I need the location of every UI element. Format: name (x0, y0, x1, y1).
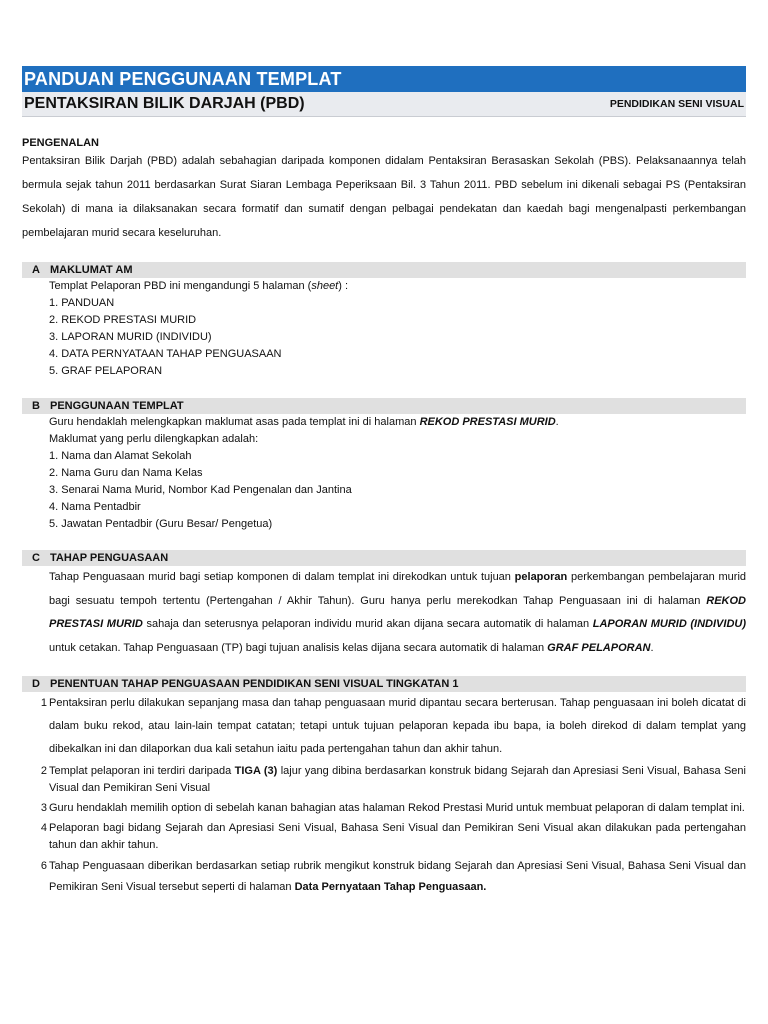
section-d-item: 6 Tahap Penguasaan diberikan berdasarkan setiap rubrik mengikut konstruk bidang Sejarah dan Apresiasi Seni Visual, Bahasa Seni Visual dan Pemikiran Seni Visual tersebut seperti di halaman Data Pernyataan Tahap Penguasaan. (22, 856, 746, 898)
section-d-item: 2 Templat pelaporan ini terdiri daripada TIGA (3) lajur yang dibina berdasarkan konstruk bidang Sejarah dan Apresiasi Seni Visual, Bahasa Seni Visual dan Pemikiran Seni Visual (22, 763, 746, 797)
section-a-item: 3. LAPORAN MURID (INDIVIDU) (49, 331, 212, 343)
section-d-item-text: Pelaporan bagi bidang Sejarah dan Apresiasi Seni Visual, Bahasa Seni Visual dan Pemikiran Seni Visual akan dilakukan pada pertengahan tahun dan akhir tahun. (49, 822, 746, 851)
section-b-item: 5. Jawatan Pentadbir (Guru Besar/ Pengetua) (49, 518, 273, 530)
section-b-item: 4. Nama Pentadbir (49, 501, 141, 513)
section-d-item-text: Guru hendaklah memilih option di sebelah kanan bahagian atas halaman Rekod Prestasi Murid untuk membuat pelaporan di dalam templat ini. (49, 802, 745, 814)
section-b-header (22, 398, 746, 414)
section-b-letter: B (32, 400, 40, 412)
section-a-item: 2. REKOD PRESTASI MURID (49, 314, 197, 326)
guide-title-banner (22, 66, 746, 92)
section-d-item-text: Pentaksiran perlu dilakukan sepanjang masa dan tahap penguasaan murid dipantau secara berterusan. Tahap penguasaan ini boleh dicatat di dalam buku rekod, atau lain-lain tempat catatan; tetapi untuk tujuan pelaporan kepada ibu bapa, ia boleh direkod di dalam templat yang dibekalkan ini dan dilaporkan dua kali setahun iaitu pada pertengahan tahun dan akhir tahun. (49, 697, 746, 755)
section-c-paragraph: Tahap Penguasaan murid bagi setiap komponen di dalam templat ini direkodkan untuk tujuan pelaporan perkembangan pembelajaran murid bagi sesuatu tempoh tertentu (Pertengahan / Akhir Tahun). Guru hanya perlu merekodkan Tahap Penguasaan ini di halaman REKOD PRESTASI MURID sahaja dan seterusnya pelaporan individu murid akan dijana secara automatik di halaman LAPORAN MURID (INDIVIDU) untuk cetakan. Tahap Penguasaan (TP) bagi tujuan analisis kelas dijana secara automatik di halaman GRAF PELAPORAN. (49, 571, 747, 654)
subject-label: PENDIDIKAN SENI VISUAL (609, 98, 744, 110)
guide-subtitle-bar (22, 92, 746, 117)
guide-page (22, 66, 746, 898)
section-b-lead2: Maklumat yang perlu dilengkapkan adalah: (49, 433, 259, 445)
section-b-item: 1. Nama dan Alamat Sekolah (49, 450, 192, 462)
intro-heading: PENGENALAN (22, 137, 100, 149)
section-b-title: PENGGUNAAN TEMPLAT (50, 400, 184, 412)
guide-subtitle: PENTAKSIRAN BILIK DARJAH (PBD) (24, 95, 305, 112)
section-c-letter: C (32, 552, 40, 564)
section-d-item-number: 1 (40, 697, 47, 709)
section-b-item: 2. Nama Guru dan Nama Kelas (49, 467, 203, 479)
section-b-item: 3. Senarai Nama Murid, Nombor Kad Pengenalan dan Jantina (49, 484, 352, 496)
section-a-item: 1. PANDUAN (49, 297, 115, 309)
section-a-item: 5. GRAF PELAPORAN (49, 365, 163, 377)
section-a-lead: Templat Pelaporan PBD ini mengandungi 5 halaman (sheet) : (49, 280, 349, 292)
section-a-header (22, 262, 746, 278)
section-d-header (22, 676, 746, 692)
section-d-item-number: 2 (40, 765, 47, 777)
section-d-item-number: 6 (40, 860, 47, 872)
section-b-lead: Guru hendaklah melengkapkan maklumat asas pada templat ini di halaman REKOD PRESTASI MURID. (49, 416, 559, 428)
section-c-title: TAHAP PENGUASAAN (50, 552, 169, 564)
section-a-title: MAKLUMAT AM (50, 264, 133, 276)
section-d-letter: D (32, 678, 40, 690)
section-d-item (22, 800, 746, 817)
section-a-item: 4. DATA PERNYATAAN TAHAP PENGUASAAN (49, 348, 282, 360)
section-d-item-number: 3 (40, 802, 47, 814)
guide-title: PANDUAN PENGGUNAAN TEMPLAT (24, 69, 342, 89)
section-a-letter: A (32, 264, 40, 276)
section-d-item-number: 4 (40, 822, 47, 834)
section-d-item (22, 820, 746, 854)
section-d-item (22, 692, 746, 761)
section-d-title: PENENTUAN TAHAP PENGUASAAN PENDIDIKAN SENI VISUAL TINGKATAN 1 (50, 678, 459, 690)
intro-paragraph: Pentaksiran Bilik Darjah (PBD) adalah sebahagian daripada komponen didalam Pentaksiran Berasaskan Sekolah (PBS). Pelaksanaannya telah bermula sejak tahun 2011 berdasarkan Surat Siaran Lembaga Peperiksaan Bil. 3 Tahun 2011. PBD sebelum ini dikenali sebagai PS (Pentaksiran Sekolah) di mana ia dilaksanakan secara formatif dan sumatif dengan pelbagai pendekatan dan kaedah bagi mengenalpasti perkembangan pembelajaran murid secara keseluruhan. (22, 155, 746, 239)
section-c-header (22, 550, 746, 566)
